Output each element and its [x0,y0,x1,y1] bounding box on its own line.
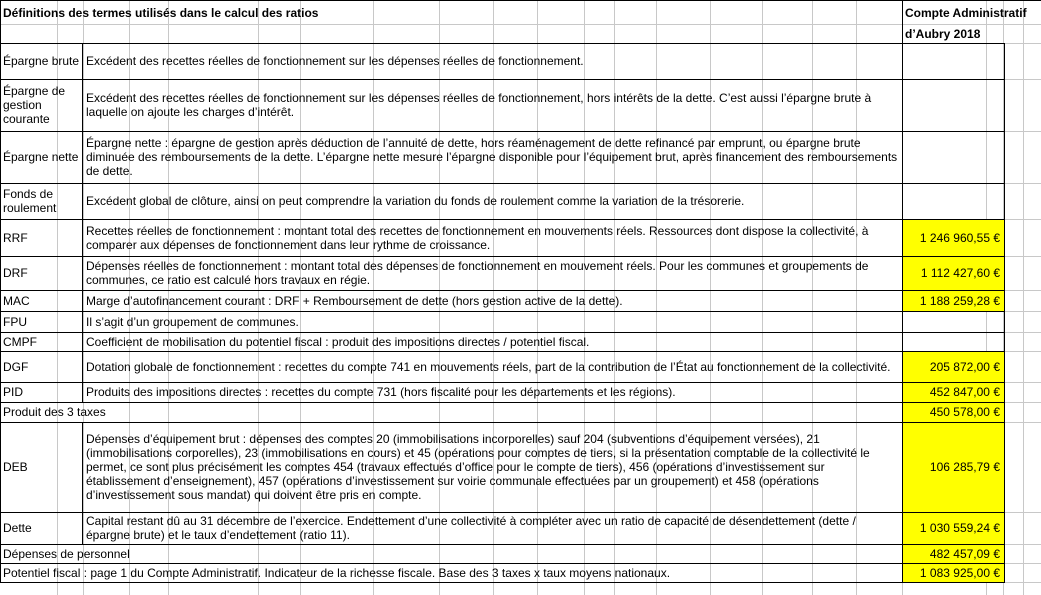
definition-cell[interactable]: Dotation globale de fonctionnement : recettes du compte 741 en mouvements réels, part de la contribution de l’État au fonctionnement de la collectivité. [86,359,891,374]
definition-cell[interactable]: Excédent des recettes réelles de fonctionnement sur les dépenses réelles de fonctionnement. [86,54,584,68]
value-cell[interactable] [903,332,1004,351]
definition-cell[interactable]: Il s’agit d’un groupement de communes. [86,314,299,329]
definition-cell[interactable]: Marge d’autofinancement courant : DRF + Remboursement de dette (hors gestion active de la dette). [86,293,623,308]
term-cell[interactable]: Épargne brute [3,54,80,68]
definition-cell[interactable]: Produits des impositions directes : recettes du compte 731 (hors fiscalité pour les départements et les régions). [86,385,676,399]
term-cell[interactable]: DRF [3,266,28,280]
value-cell[interactable]: 1 083 925,00 € [919,565,1000,580]
grid-column-line [1023,0,1024,595]
definition-cell[interactable]: Capital restant dû au 31 décembre de l’exercice. Endettement d’une collectivité à compléter avec un ratio de capacité de désendettement (dette / épargne brute) et le taux d’endettement (ratio 11). [86,514,856,542]
value-cell[interactable]: 482 457,09 € [929,546,1000,561]
value-cell[interactable]: 452 847,00 € [929,385,1000,399]
column-title-line1[interactable]: Compte Administratif [905,6,1027,20]
value-column-right-border [1004,43,1005,583]
term-cell[interactable]: CMPF [3,334,37,349]
term-cell[interactable]: Produit des 3 taxes [3,405,106,419]
definition-cell[interactable]: Dépenses réelles de fonctionnement : montant total des dépenses de fonctionnement en mouvement réels. Pour les communes et groupements de communes, ce ratio est calculé hors travaux en régie. [86,259,869,287]
value-cell[interactable] [903,311,1004,332]
value-cell[interactable]: 1 246 960,55 € [919,230,1000,245]
term-cell[interactable]: Épargne nette [3,150,79,164]
column-title-line2[interactable]: d’Aubry 2018 [905,26,981,41]
definition-cell[interactable]: Excédent global de clôture, ainsi on peut comprendre la variation du fonds de roulement comme la variation de la trésorerie. [86,194,745,208]
value-cell[interactable] [903,79,1004,131]
term-cell[interactable]: FPU [3,314,27,329]
value-cell[interactable] [903,183,1004,219]
definition-cell[interactable]: Recettes réelles de fonctionnement : montant total des recettes de fonctionnement en mouvements réels. Ressources dont dispose la collectivité, à comparer aux dépenses de fonctionnement dans leur rythme de croissance. [86,223,869,252]
term-cell[interactable]: DGF [3,359,29,374]
definitions-title[interactable]: Définitions des termes utilisés dans le calcul des ratios [3,6,319,20]
value-cell[interactable]: 106 285,79 € [929,460,1000,474]
row-border [0,582,1005,583]
definition-cell[interactable]: Coefficient de mobilisation du potentiel fiscal : produit des impositions directes / potentiel fiscal. [86,334,590,349]
value-cell[interactable]: 1 112 427,60 € [920,266,1000,280]
value-cell[interactable] [903,131,1004,183]
term-cell[interactable]: Fonds de roulement [3,187,57,215]
definition-cell[interactable]: Excédent des recettes réelles de fonctionnement sur les dépenses réelles de fonctionnement, hors intérêts de la dette. C’est aussi l’épargne brute à laquelle on ajoute les charges d’intérêt. [86,91,872,119]
term-cell[interactable]: Potentiel fiscal : page 1 du Compte Administratif. Indicateur de la richesse fiscale. Base des 3 taxes x taux moyens nationaux. [3,565,671,580]
value-cell[interactable] [903,43,1004,79]
term-cell[interactable]: Dépenses de personnel [3,546,130,561]
value-cell[interactable]: 450 578,00 € [929,405,1000,419]
term-cell[interactable]: Dette [3,521,32,535]
term-cell[interactable]: PID [3,385,24,399]
value-cell[interactable]: 1 030 559,24 € [919,521,1000,535]
value-cell[interactable]: 205 872,00 € [929,359,1000,374]
value-cell[interactable]: 1 188 259,28 € [919,293,1000,308]
term-cell[interactable]: Épargne de gestion courante [3,84,66,126]
definition-cell[interactable]: Dépenses d’équipement brut : dépenses des comptes 20 (immobilisations incorporelles) sauf 204 (subventions d’équipement versées), 21 (immobilisations corporelles), 23 (immobilisations en cours) et 45 (opérations pour comptes de tiers, si la présentation comptable de la collectivité le permet, ce sont plus précisément les comptes 454 (travaux effectués d’office pour le compte de tiers), 456 (opérations d’investissement sur établissement d’enseignement), 457 (opérations d’investissement sur voirie communale effectuées par un groupement) et 458 (opérations d’investissement sous mandat) qui doivent être pris en compte. [86,432,870,502]
term-cell[interactable]: DEB [3,460,28,474]
definition-cell[interactable]: Épargne nette : épargne de gestion après déduction de l’annuité de dette, hors réaménagement de dette refinancé par emprunt, ou épargne brute diminuée des remboursements de la dette. L’épargne nette mesure l’épargne disponible pour l’équipement brut, après financement des remboursements de dette. [86,136,898,178]
term-cell[interactable]: MAC [3,293,30,308]
term-cell[interactable]: RRF [3,230,28,245]
